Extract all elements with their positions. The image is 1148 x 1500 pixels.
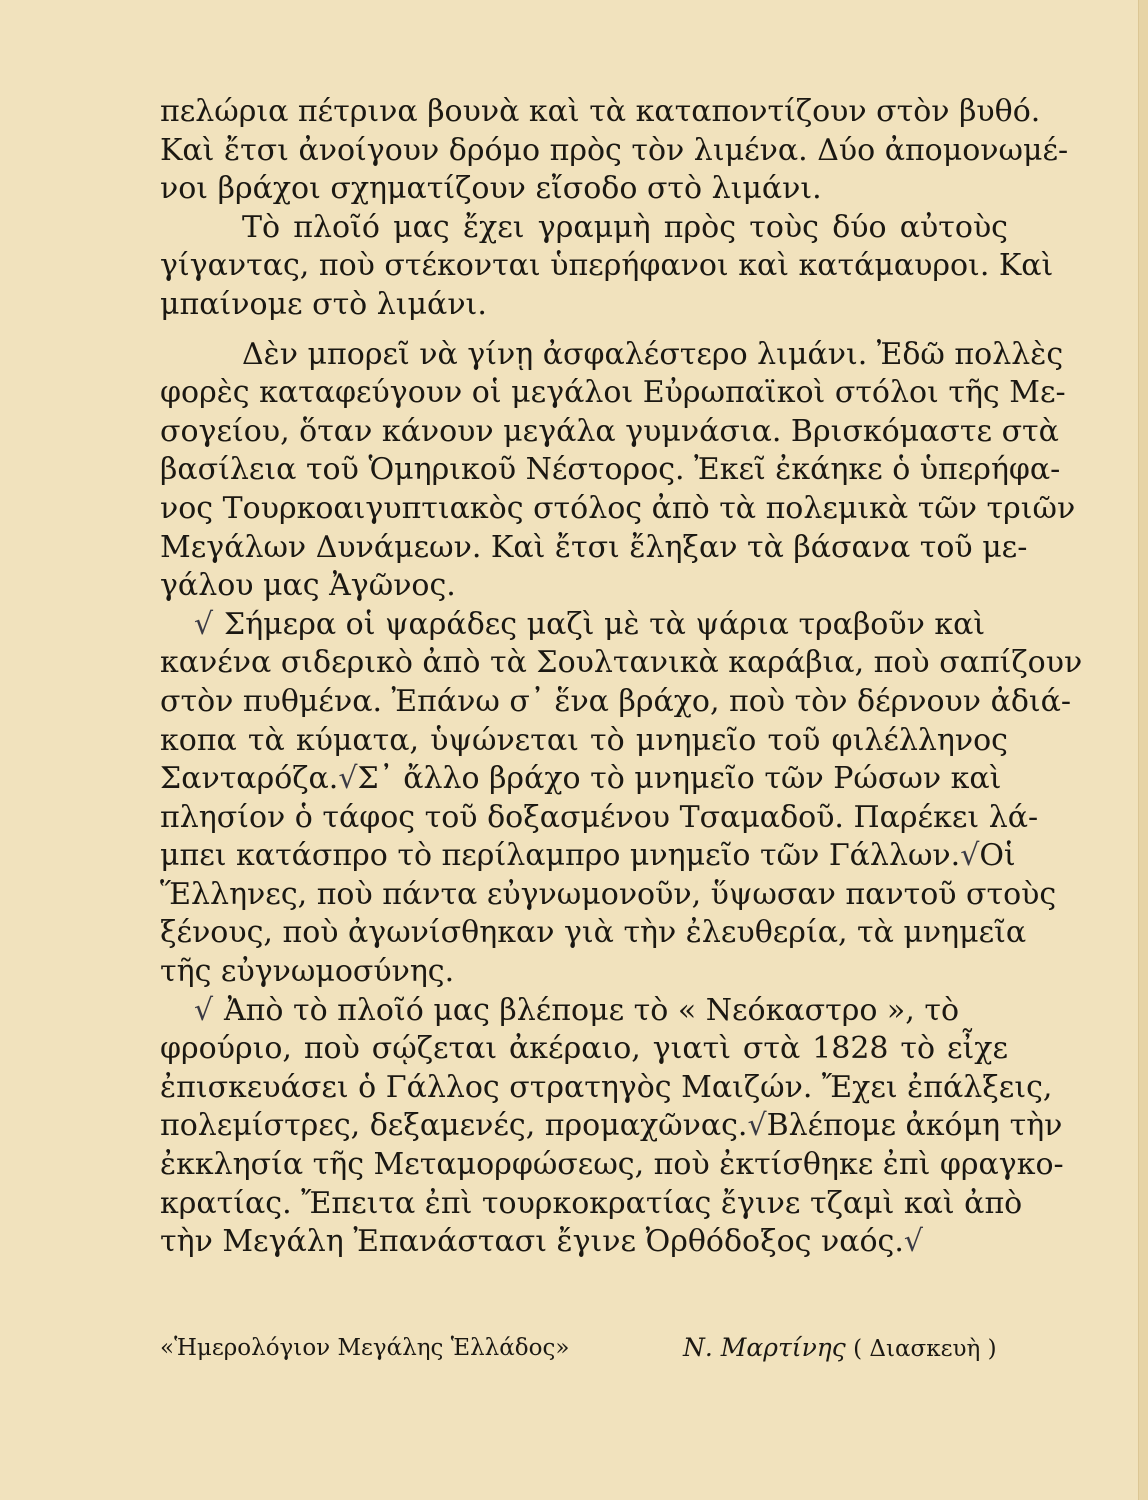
check-mark: √ — [747, 1108, 767, 1144]
text-segment: Βλέπομε ἀκόμη τὴν — [766, 1108, 1063, 1144]
text-line: ξένους, ποὺ ἀγωνίσθηκαν γιὰ τὴν ἐλευθερία, τὰ μνημεῖα — [160, 915, 1027, 951]
check-mark: √ — [903, 1224, 924, 1260]
text-line: κρατίας. Ἔπειτα ἐπὶ τουρκοκρατίας ἔγινε τζαμὶ καὶ ἀπὸ — [160, 1185, 1023, 1221]
text-line: πελώρια πέτρινα βουνὰ καὶ τὰ καταποντίζουν στὸν βυθό. — [160, 94, 1041, 129]
paragraph-start: Δὲν μπορεῖ νὰ γίνῃ ἀσφαλέστερο λιμάνι. Ἐδῶ πολλὲς — [242, 336, 1064, 372]
text-block — [160, 93, 1083, 1262]
adaptation-note: ( Διασκευὴ ) — [853, 1336, 997, 1362]
author-credit — [683, 1330, 997, 1366]
source-citation: «Ἡμερολόγιον Μεγάλης Ἑλλάδος» — [160, 1335, 570, 1361]
check-mark: √ — [338, 761, 358, 797]
text-line: φρούριο, ποὺ σῴζεται ἀκέραιο, γιατὶ στὰ 1828 τὸ εἶχε — [160, 1031, 1008, 1067]
text-line: κοπα τὰ κύματα, ὑψώνεται τὸ μνημεῖο τοῦ φιλέλληνος — [160, 722, 1008, 758]
text-line: τῆς εὐγνωμοσύνης. — [160, 954, 455, 990]
text-segment: τὴν Μεγάλη Ἐπανάστασι ἔγινε Ὀρθόδοξος ναός. — [160, 1224, 904, 1260]
paragraph-start: Τὸ πλοῖό μας ἔχει γραμμὴ πρὸς τοὺς δύο αὐτοὺς — [242, 209, 1008, 245]
text-line — [160, 1107, 1063, 1146]
text-segment: Σανταρόζα. — [160, 761, 339, 797]
check-mark: √ — [194, 992, 214, 1028]
text-segment: Οἱ — [979, 838, 1016, 874]
text-line: φορὲς καταφεύγουν οἱ μεγάλοι Εὐρωπαϊκοὶ στόλοι τῆς Με- — [160, 375, 1066, 411]
check-mark: √ — [194, 606, 214, 642]
text-line: ἐκκλησία τῆς Μεταμορφώσεως, ποὺ ἐκτίσθηκε ἐπὶ φραγκο- — [160, 1147, 1064, 1183]
text-line: γίγαντας, ποὺ στέκονται ὑπερήφανοι καὶ κατάμαυροι. Καὶ — [160, 248, 1054, 284]
text-segment: πολεμίστρες, δεξαμενές, προμαχῶνας. — [160, 1108, 748, 1144]
text-line: κανένα σιδερικὸ ἀπὸ τὰ Σουλτανικὰ καράβια, ποὺ σαπίζουν — [160, 645, 1083, 681]
text-line: στὸν πυθμένα. Ἐπάνω σ᾽ ἕνα βράχο, ποὺ τὸν δέρνουν ἀδιά- — [160, 683, 1072, 719]
text-line — [160, 837, 1016, 876]
text-line: Μεγάλων Δυνάμεων. Καὶ ἔτσι ἔληξαν τὰ βάσανα τοῦ με- — [160, 529, 1028, 565]
text-line: Καὶ ἔτσι ἀνοίγουν δρόμο πρὸς τὸν λιμένα. Δύο ἀπομονωμέ- — [160, 132, 1069, 168]
text-line: γάλου μας Ἀγῶνος. — [160, 568, 456, 604]
text-line: πλησίον ὁ τάφος τοῦ δοξασμένου Τσαμαδοῦ. Παρέκει λά- — [160, 799, 1039, 835]
text-line: ἐπισκευάσει ὁ Γάλλος στρατηγὸς Μαιζών. Ἔχει ἐπάλξεις, — [160, 1069, 1053, 1105]
text-segment: Σ᾽ ἄλλο βράχο τὸ μνημεῖο τῶν Ρώσων καὶ — [357, 761, 1002, 797]
author-name: Ν. Μαρτίνης — [683, 1333, 846, 1362]
text-line — [160, 760, 1008, 799]
text-line: Ἕλληνες, ποὺ πάντα εὐγνωμονοῦν, ὕψωσαν παντοῦ στοὺς — [160, 876, 1057, 912]
text-line — [160, 1223, 1008, 1262]
text-line: βασίλεια τοῦ Ὁμηρικοῦ Νέστορος. Ἐκεῖ ἐκάηκε ὁ ὑπερήφα- — [160, 452, 1061, 488]
paragraph-start — [160, 992, 1008, 1031]
text-line: μπαίνομε στὸ λιμάνι. — [160, 286, 487, 322]
text-line: Σήμερα οἱ ψαράδες μαζὶ μὲ τὰ ψάρια τραβοῦν καὶ — [224, 606, 986, 642]
text-line: νοι βράχοι σχηματίζουν εἴσοδο στὸ λιμάνι. — [160, 171, 822, 207]
text-line: Ἀπὸ τὸ πλοῖό μας βλέπομε τὸ « Νεόκαστρο », τὸ — [224, 992, 960, 1028]
check-mark: √ — [960, 838, 980, 874]
paragraph-start — [160, 606, 1008, 645]
text-line: σογείου, ὅταν κάνουν μεγάλα γυμνάσια. Βρισκόμαστε στὰ — [160, 413, 1059, 449]
text-segment: μπει κατάσπρο τὸ περίλαμπρο μνημεῖο τῶν Γάλλων. — [160, 838, 961, 874]
text-line: νος Τουρκοαιγυπτιακὸς στόλος ἀπὸ τὰ πολεμικὰ τῶν τριῶν — [160, 490, 1076, 526]
page-edge — [1138, 0, 1148, 1500]
